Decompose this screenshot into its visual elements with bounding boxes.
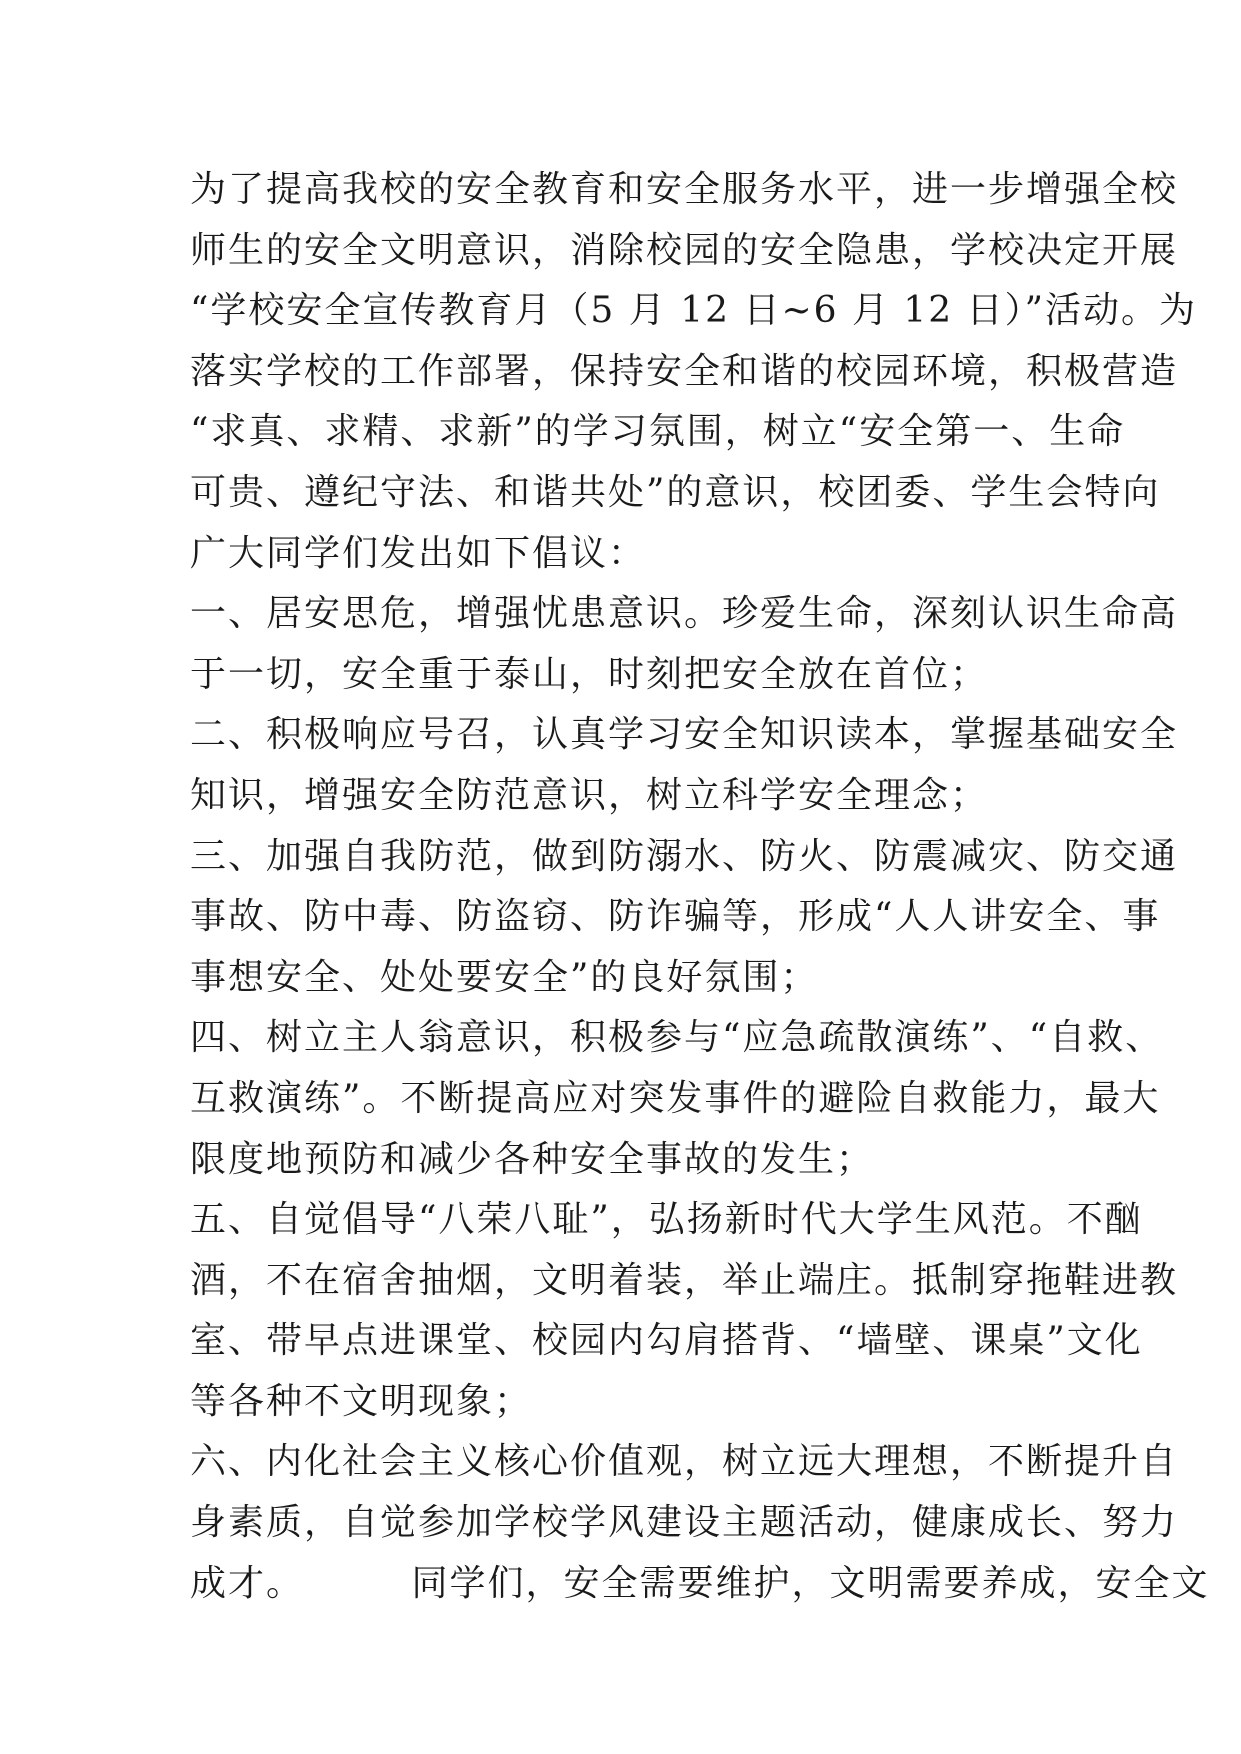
text-line: 为了提高我校的安全教育和安全服务水平，进一步增强全校	[190, 169, 1179, 210]
text-line: “学校安全宣传教育月（5 月 12 日~6 月 12 日）”活动。为	[190, 290, 1198, 332]
text-line: 互救演练”。不断提高应对突发事件的避险自救能力，最大	[190, 1077, 1161, 1119]
text-line: 身素质，自觉参加学校学风建设主题活动，健康成长、努力	[190, 1502, 1179, 1544]
text-line: 师生的安全文明意识，消除校园的安全隐患，学校决定开展	[190, 229, 1179, 271]
text-line: 成才。 同学们，安全需要维护，文明需要养成，安全文	[190, 1562, 1210, 1604]
document-body	[190, 160, 1210, 1614]
text-line: 等各种不文明现象；	[190, 1380, 533, 1422]
text-line: 事想安全、处处要安全”的良好氛围；	[190, 956, 819, 998]
text-line: 三、加强自我防范，做到防溺水、防火、防震减灾、防交通	[190, 835, 1179, 877]
text-line: 六、内化社会主义核心价值观，树立远大理想，不断提升自	[190, 1441, 1179, 1483]
text-line: 落实学校的工作部署，保持安全和谐的校园环境，积极营造	[190, 350, 1179, 392]
text-line: 事故、防中毒、防盗窃、防诈骗等，形成“人人讲安全、事	[190, 896, 1161, 938]
text-line: “求真、求精、求新”的学习氛围，树立“安全第一、生命	[190, 411, 1126, 453]
text-line: 广大同学们发出如下倡议：	[190, 532, 647, 574]
text-line: 一、居安思危，增强忧患意识。珍爱生命，深刻认识生命高	[190, 593, 1179, 635]
text-line: 二、积极响应号召，认真学习安全知识读本，掌握基础安全	[190, 714, 1179, 756]
text-line: 四、树立主人翁意识，积极参与“应急疏散演练”、“自救、	[190, 1017, 1164, 1059]
text-line: 知识，增强安全防范意识，树立科学安全理念；	[190, 774, 989, 816]
text-line: 于一切，安全重于泰山，时刻把安全放在首位；	[190, 653, 989, 695]
text-line: 五、自觉倡导“八荣八耻”，弘扬新时代大学生风范。不酗	[190, 1199, 1143, 1241]
text-line: 限度地预防和减少各种安全事故的发生；	[190, 1138, 875, 1180]
text-line: 可贵、遵纪守法、和谐共处”的意识，校团委、学生会特向	[190, 471, 1161, 513]
text-line: 室、带早点进课堂、校园内勾肩搭背、“墙壁、课桌”文化	[190, 1320, 1143, 1362]
text-line: 酒，不在宿舍抽烟，文明着装，举止端庄。抵制穿拖鞋进教	[190, 1259, 1179, 1301]
